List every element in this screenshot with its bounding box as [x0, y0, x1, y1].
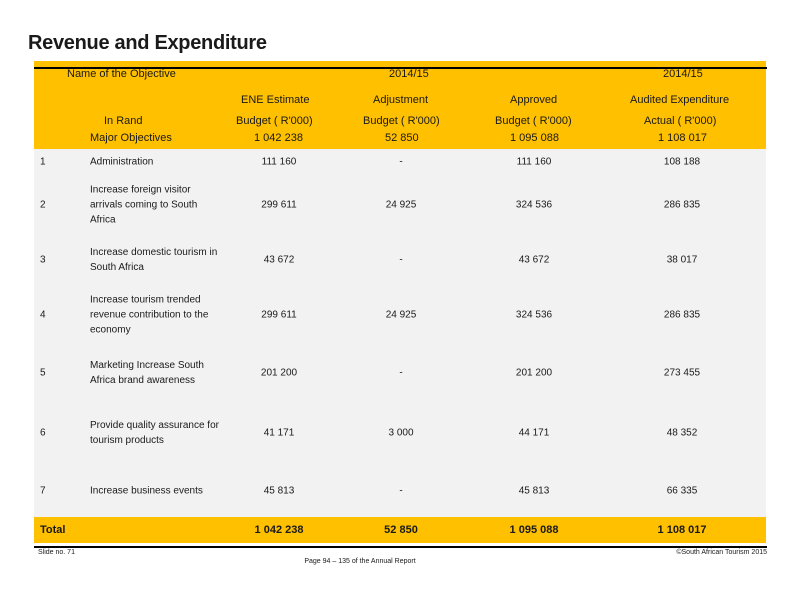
header-total-col4: 1 108 017	[658, 132, 707, 144]
total-approved: 1 095 088	[509, 524, 559, 536]
row-adjustment: -	[399, 485, 403, 497]
row-approved: 111 160	[516, 156, 552, 168]
header-year-2: 2014/15	[663, 68, 703, 80]
header-major-objectives: Major Objectives	[90, 132, 172, 144]
row-ene-estimate: 111 160	[261, 156, 297, 168]
row-objective: Increase tourism trended revenue contribution to the economy	[90, 294, 209, 336]
row-approved: 324 536	[515, 309, 553, 321]
header-col2-line1: Adjustment	[373, 94, 429, 106]
row-objective: Marketing Increase South Africa brand awareness	[90, 360, 204, 386]
row-ene-estimate: 43 672	[263, 254, 295, 266]
row-adjustment: -	[399, 156, 403, 168]
row-ene-estimate: 41 171	[263, 427, 295, 439]
header-total-col2: 52 850	[385, 132, 419, 144]
header-col4-line1: Audited Expenditure	[630, 94, 730, 106]
row-audited: 108 188	[663, 156, 701, 168]
row-adjustment: -	[399, 367, 403, 379]
table-row	[34, 175, 766, 235]
row-audited: 273 455	[663, 367, 701, 379]
row-approved: 324 536	[515, 199, 553, 211]
row-ene-estimate: 45 813	[263, 485, 295, 497]
header-col4-line2: Actual ( R'000)	[644, 115, 717, 127]
bottom-rule	[34, 546, 767, 548]
table-row	[34, 285, 766, 345]
header-name-of-objective: Name of the Objective	[67, 68, 176, 80]
row-approved: 43 672	[518, 254, 550, 266]
row-objective: Administration	[90, 156, 154, 168]
row-adjustment: 24 925	[385, 199, 417, 211]
table-row	[34, 149, 766, 175]
slide-number: Slide no. 71	[38, 549, 75, 556]
row-approved: 45 813	[518, 485, 550, 497]
header-col1-line2: Budget ( R'000)	[236, 115, 313, 127]
row-audited: 286 835	[663, 309, 701, 321]
revenue-table	[34, 61, 766, 543]
row-number: 5	[40, 367, 46, 379]
row-adjustment: 24 925	[385, 309, 417, 321]
total-adjustment: 52 850	[384, 524, 418, 536]
row-objective: Increase business events	[90, 485, 203, 497]
table-row	[34, 465, 766, 517]
header-year-1: 2014/15	[389, 68, 429, 80]
row-adjustment: 3 000	[388, 427, 414, 439]
total-label: Total	[40, 524, 66, 536]
row-objective: Provide quality assurance for tourism products	[90, 420, 219, 446]
page-title: Revenue and Expenditure	[28, 32, 267, 54]
header-total-col1: 1 042 238	[254, 132, 303, 144]
row-number: 4	[40, 309, 46, 321]
table-row	[34, 401, 766, 465]
header-col2-line2: Budget ( R'000)	[363, 115, 440, 127]
top-rule	[34, 67, 767, 69]
total-audited: 1 108 017	[657, 524, 707, 536]
row-number: 3	[40, 254, 46, 266]
total-ene-estimate: 1 042 238	[254, 524, 304, 536]
row-approved: 44 171	[518, 427, 550, 439]
row-objective: Increase foreign visitor arrivals coming to South Africa	[90, 184, 198, 226]
row-number: 1	[40, 156, 46, 168]
row-objective: Increase domestic tourism in South Africa	[90, 247, 218, 273]
table-body	[34, 149, 766, 517]
header-in-rand: In Rand	[104, 115, 143, 127]
copyright: ©South African Tourism 2015	[676, 549, 767, 556]
row-approved: 201 200	[515, 367, 553, 379]
header-total-col3: 1 095 088	[510, 132, 559, 144]
total-row	[34, 517, 766, 543]
row-audited: 38 017	[666, 254, 698, 266]
header-col3-line2: Budget ( R'000)	[495, 115, 572, 127]
row-audited: 66 335	[666, 485, 698, 497]
page-reference: Page 94 – 135 of the Annual Report	[304, 558, 416, 565]
header-col1-line1: ENE Estimate	[241, 94, 310, 106]
row-audited: 286 835	[663, 199, 701, 211]
table-header	[34, 61, 766, 149]
row-audited: 48 352	[666, 427, 698, 439]
table-row	[34, 345, 766, 401]
row-number: 2	[40, 199, 46, 211]
table-row	[34, 235, 766, 285]
row-number: 6	[40, 427, 46, 439]
row-number: 7	[40, 485, 46, 497]
row-ene-estimate: 201 200	[260, 367, 298, 379]
header-col3-line1: Approved	[510, 94, 558, 106]
row-ene-estimate: 299 611	[261, 199, 297, 211]
row-adjustment: -	[399, 254, 403, 266]
row-ene-estimate: 299 611	[261, 309, 297, 321]
